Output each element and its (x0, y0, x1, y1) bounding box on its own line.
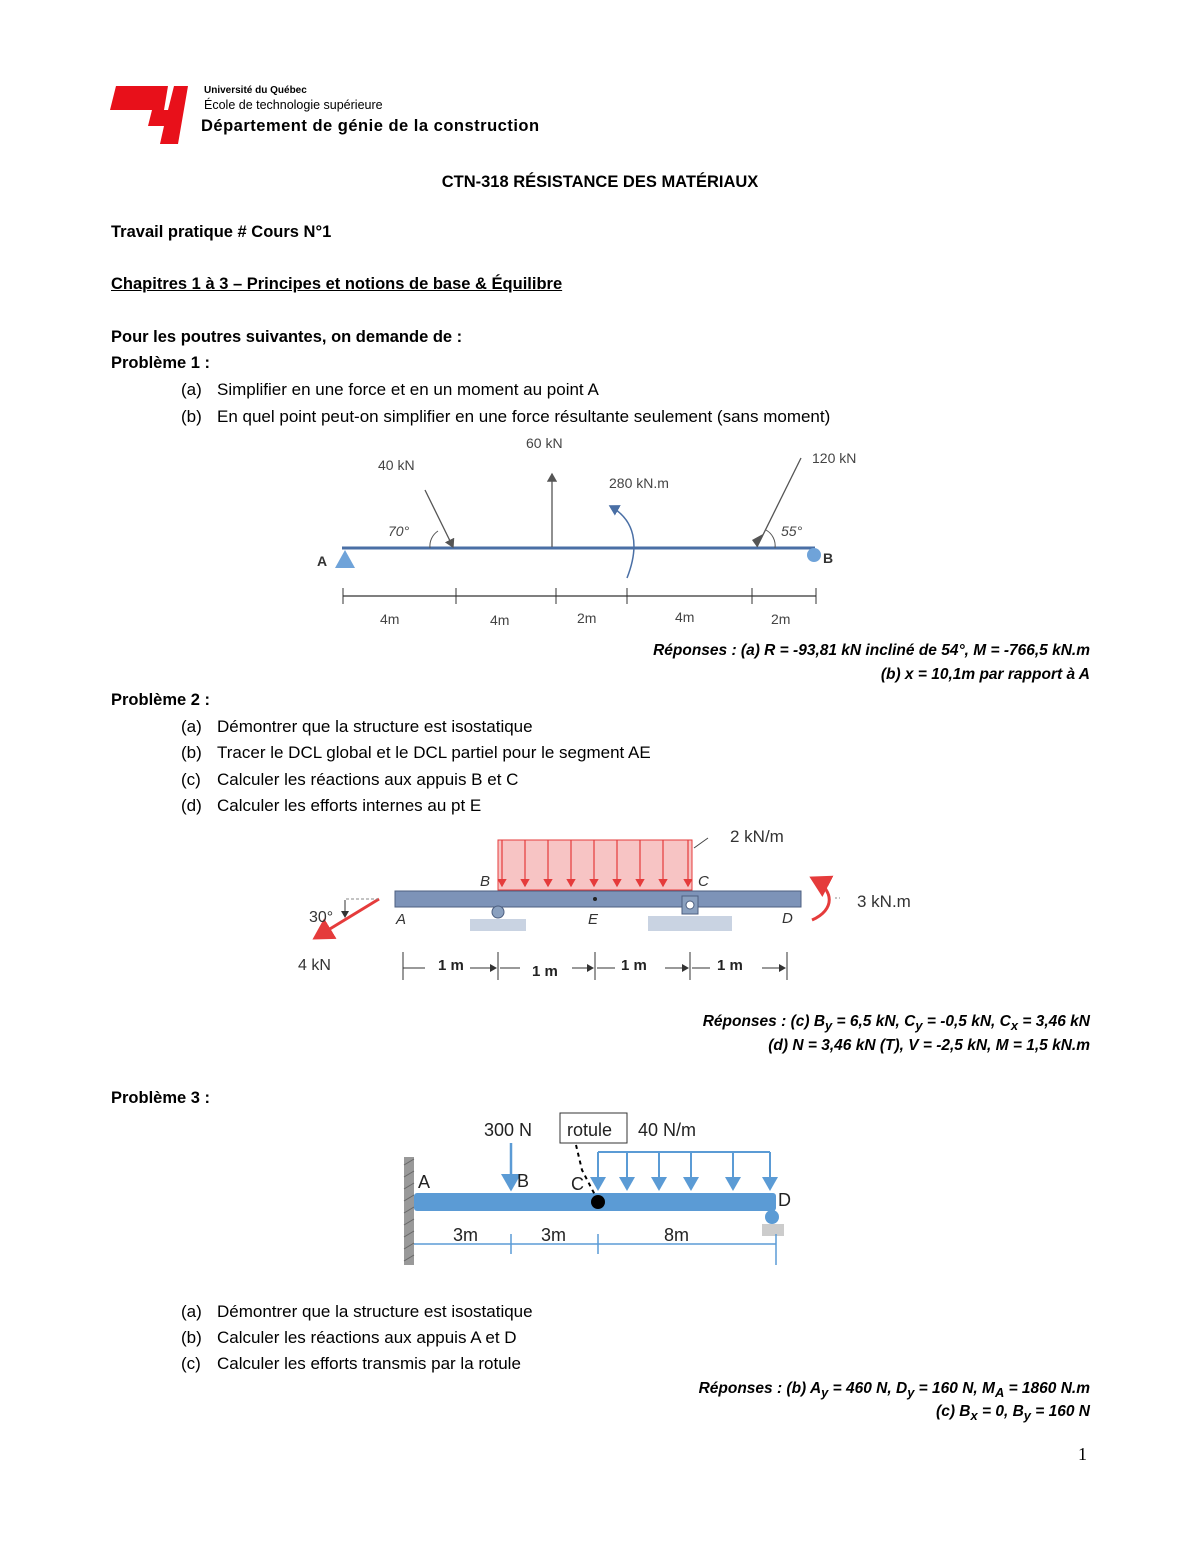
dim-1: 3m (453, 1225, 479, 1245)
problem2-item-d: (d) Calculer les efforts internes au pt E (181, 796, 482, 815)
label-40kn: 40 kN (378, 457, 415, 473)
page-number: 1 (1078, 1444, 1087, 1464)
label-distributed: 2 kN/m (730, 827, 784, 846)
dim-4: 1 m (717, 957, 743, 974)
label-b: B (480, 873, 491, 890)
label-force: 300 N (484, 1120, 533, 1140)
label-e: E (588, 911, 599, 928)
problem1-title: Problème 1 : (111, 354, 211, 372)
label-a: A (418, 1172, 431, 1192)
problem3-figure (398, 1105, 798, 1270)
problem2-answer-2: (d) N = 3,46 kN (T), V = -2,5 kN, M = 1,5 kN.m (768, 1037, 1090, 1054)
moment-arrow (610, 506, 634, 578)
beam (395, 891, 801, 907)
problem2-answer-1: Réponses : (c) $B_y = 6,5$ kN, $C_y = -0,5$ kN, $C_x = 3,46$ kN (702, 1013, 1090, 1034)
intro-text: Pour les poutres suivantes, on demande de : (111, 328, 463, 346)
label-force: 4 kN (298, 957, 331, 974)
problem2-figure (290, 820, 940, 995)
problem2-item-c: (c) Calculer les réactions aux appuis B et C (181, 770, 519, 789)
label-a: A (317, 553, 328, 569)
label-60kn: 60 kN (526, 435, 563, 451)
problem1-answer-1: Réponses : (a) R = -93,81 kN incliné de 54°, M = -766,5 kN.m (653, 642, 1090, 659)
label-moment: 280 kN.m (609, 475, 669, 491)
school-name: École de technologie supérieure (204, 98, 383, 112)
label-120kn: 120 kN (812, 450, 857, 466)
label-c: C (698, 873, 709, 890)
dim-2: 4m (490, 612, 510, 628)
support-d (765, 1210, 779, 1224)
label-angle: 30° (309, 909, 334, 926)
support-b (492, 906, 504, 918)
problem2-item-a: (a) Démontrer que la structure est isostatique (181, 717, 533, 736)
problem1-figure (300, 430, 860, 635)
label-moment: 3 kN.m (857, 892, 911, 911)
problem3-title: Problème 3 : (111, 1089, 211, 1107)
dim-1: 1 m (438, 957, 464, 974)
problem2-item-b: (b) Tracer le DCL global et le DCL partiel pour le segment AE (181, 743, 651, 762)
moment-arrow (812, 878, 829, 920)
label-d: D (778, 1190, 791, 1210)
dim-3: 1 m (621, 957, 647, 974)
label-b: B (823, 550, 834, 566)
problem3-answer-1: Réponses : (b) $A_y = 460$ N, $D_y = 160$ N, $M_A = 1860$ N.m (698, 1380, 1090, 1401)
dim-3: 2m (577, 610, 597, 626)
dim-1: 4m (380, 611, 400, 627)
problem3-item-a: (a) Démontrer que la structure est isostatique (181, 1302, 533, 1321)
chapter-heading: Chapitres 1 à 3 – Principes et notions de base & Équilibre (111, 275, 563, 293)
problem1-item-a: (a) Simplifier en une force et en un moment au point A (181, 380, 599, 399)
fixed-wall (404, 1157, 414, 1265)
tp-title: Travail pratique # Cours N°1 (111, 223, 332, 241)
force-40kn-arrow (425, 490, 453, 547)
label-hinge: rotule (567, 1120, 613, 1140)
ground-c (648, 916, 732, 931)
label-a: A (396, 911, 407, 928)
dim-4: 4m (675, 609, 695, 625)
support-a (335, 550, 355, 568)
ground-b (470, 919, 526, 931)
dim-2: 1 m (532, 963, 558, 980)
course-title: CTN-318 RÉSISTANCE DES MATÉRIAUX (441, 173, 759, 191)
label-b: B (517, 1171, 530, 1191)
problem1-answer-2: (b) x = 10,1m par rapport à A (880, 666, 1090, 683)
support-b (807, 548, 821, 562)
dim-5: 2m (771, 611, 791, 627)
university-name: Université du Québec (204, 85, 307, 96)
ground-d (762, 1224, 784, 1236)
dim-3: 8m (664, 1225, 690, 1245)
problem3-item-b: (b) Calculer les réactions aux appuis A et D (181, 1328, 517, 1347)
ets-logo (108, 82, 192, 146)
department-name: Département de génie de la construction (201, 117, 540, 135)
dim-2: 3m (541, 1225, 567, 1245)
problem3-answer-2: (c) $B_x = 0$, $B_y = 160$ N (936, 1403, 1090, 1424)
label-distributed: 40 N/m (638, 1120, 697, 1140)
label-c: C (571, 1174, 584, 1194)
problem2-title: Problème 2 : (111, 691, 211, 709)
label-d: D (782, 910, 793, 927)
label-70deg: 70° (388, 523, 410, 539)
label-55deg: 55° (781, 523, 803, 539)
hinge (591, 1195, 605, 1209)
problem3-item-c: (c) Calculer les efforts transmis par la rotule (181, 1354, 521, 1373)
problem1-item-b: (b) En quel point peut-on simplifier en une force résultante seulement (sans moment) (181, 407, 831, 426)
